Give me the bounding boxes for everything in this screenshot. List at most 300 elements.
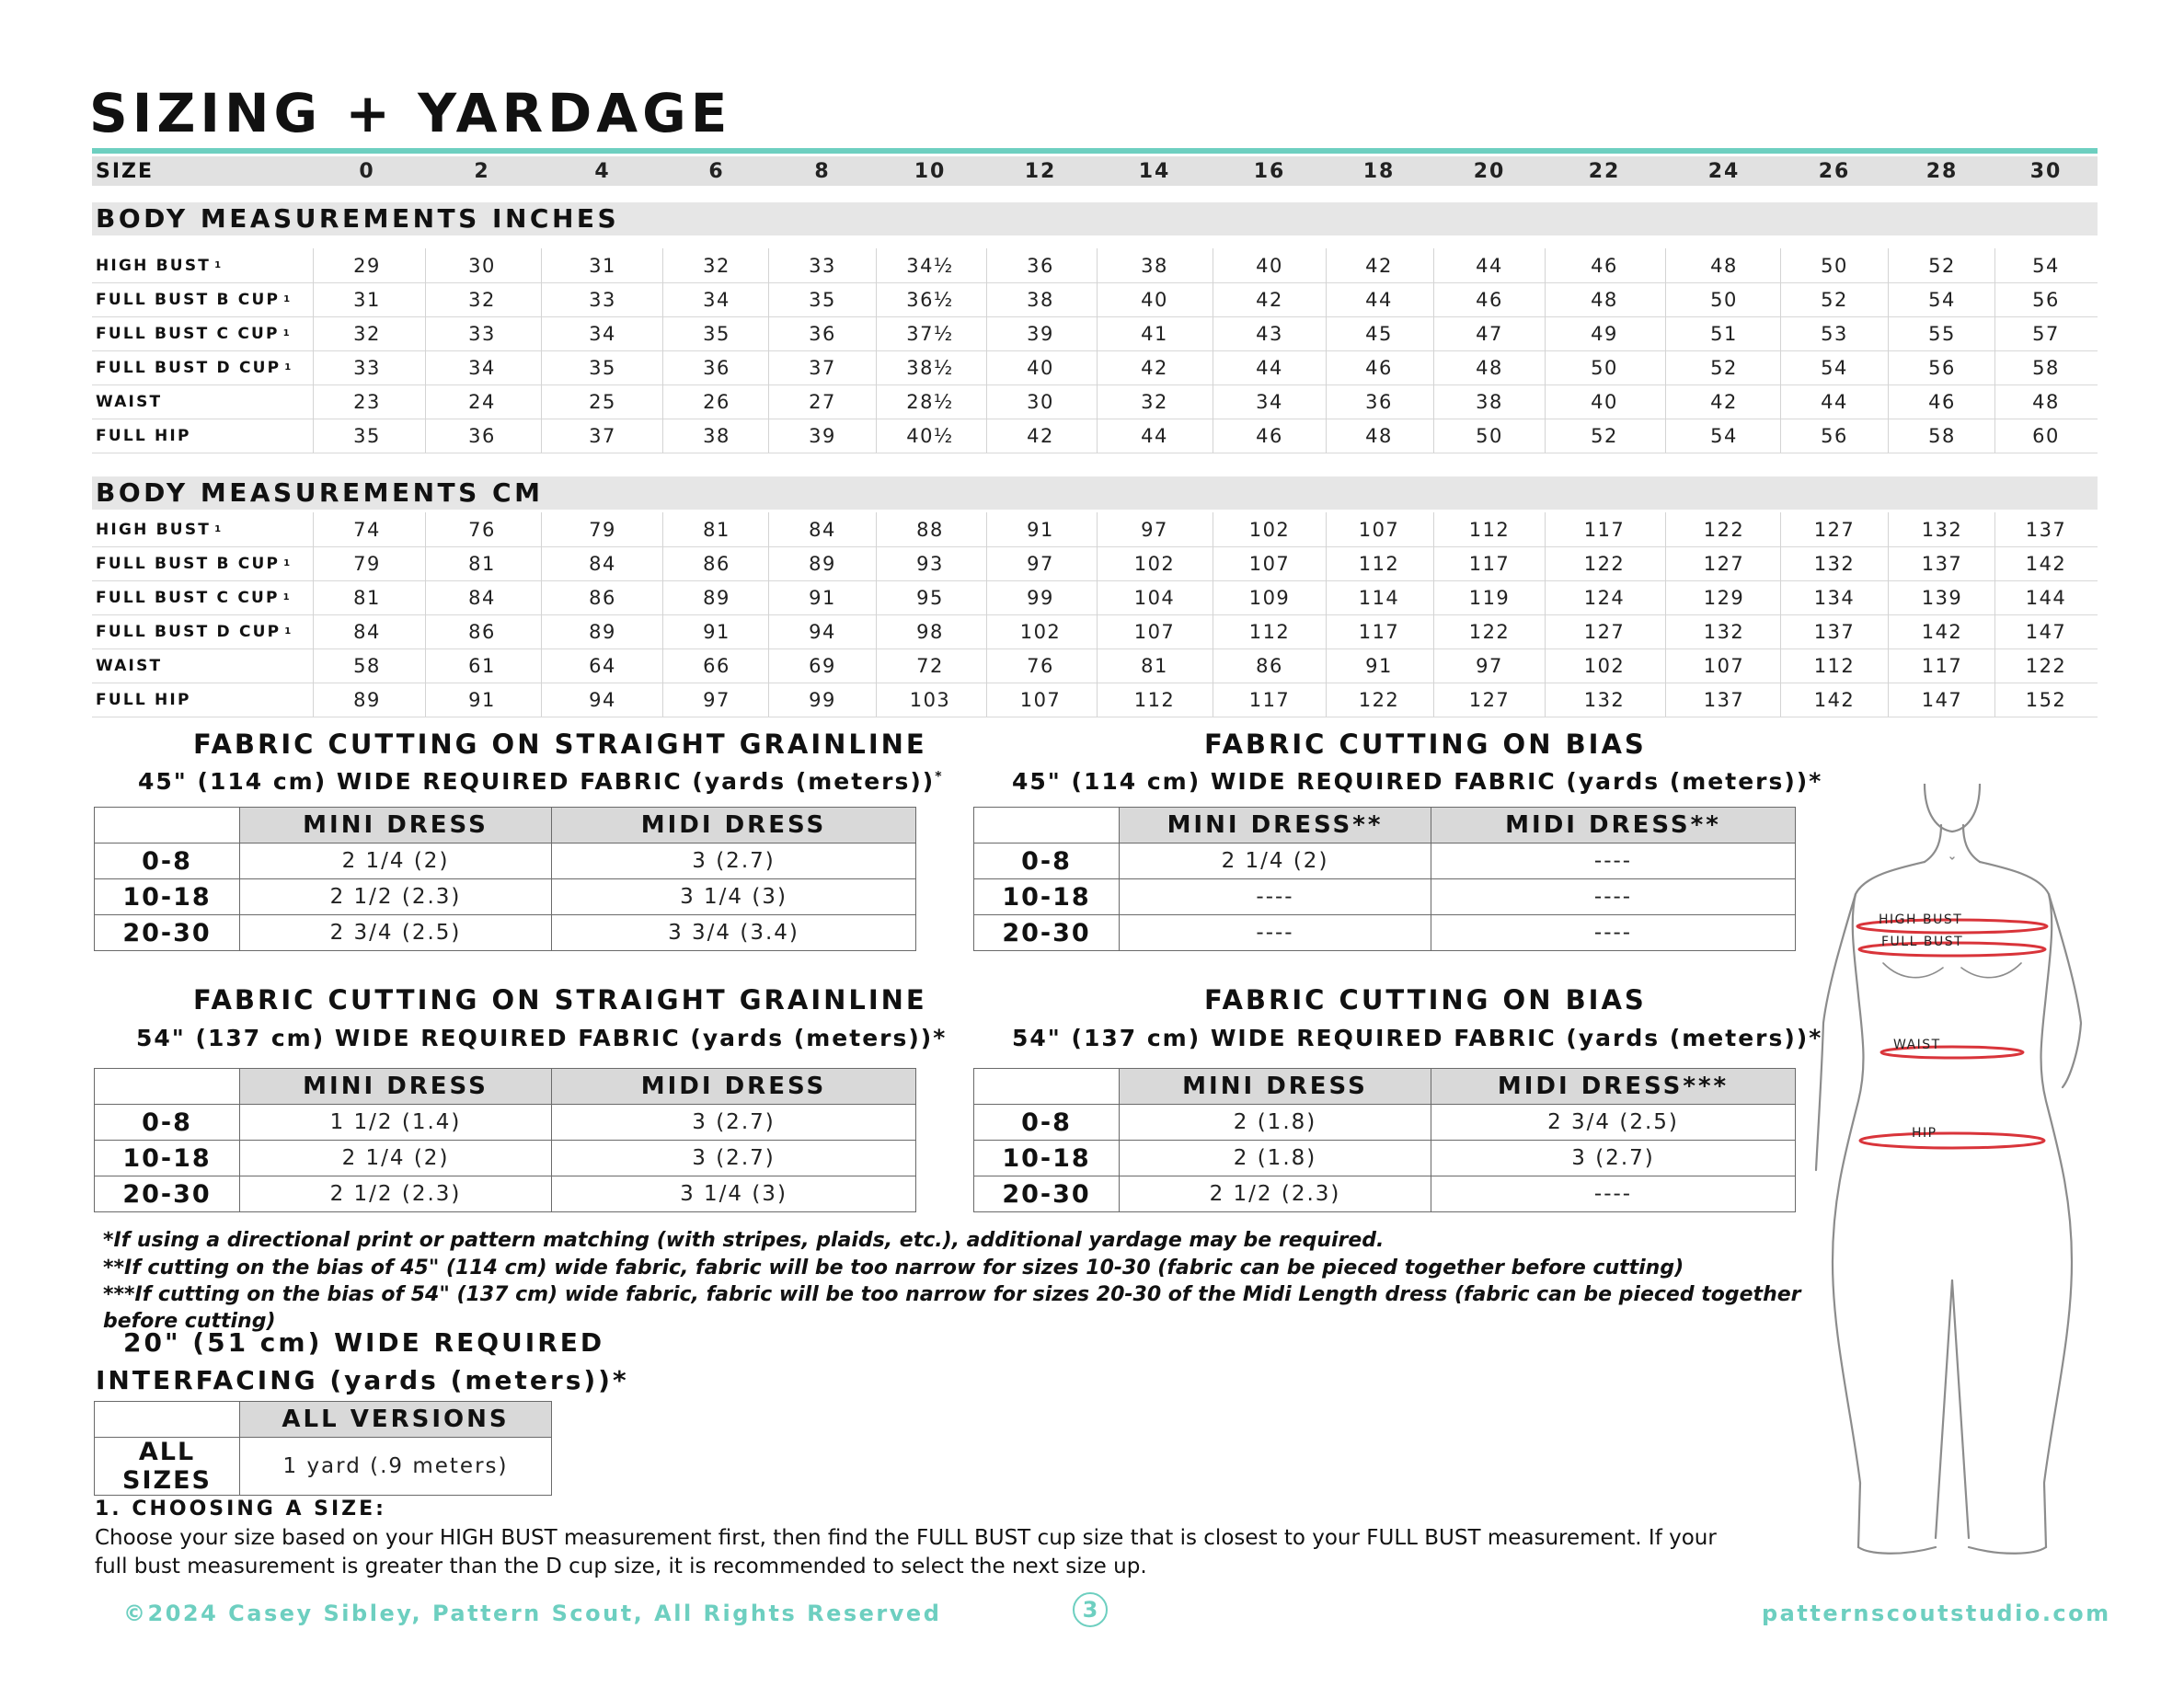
footnote-mark: 1: [214, 524, 224, 534]
fabric-yardage-table: [94, 807, 916, 951]
yardage-value: 3 1/4 (3): [552, 879, 916, 915]
inches-value-cell: 24: [468, 390, 496, 413]
fabric-yardage-table: [94, 1068, 916, 1212]
inches-value-cell: 53: [1821, 322, 1848, 345]
cm-value-cell: 81: [468, 552, 496, 575]
inches-value-cell: 31: [589, 254, 616, 277]
yardage-value: 2 3/4 (2.5): [240, 915, 552, 951]
footnote-mark: 1: [284, 626, 293, 637]
inches-value-cell: 32: [703, 254, 730, 277]
grid-line: [1433, 512, 1434, 717]
interfacing-table: [94, 1401, 552, 1496]
size-header-cell: 30: [2029, 159, 2063, 183]
cm-value-cell: 91: [1365, 654, 1393, 677]
grid-line: [986, 512, 987, 717]
inches-value-cell: 40: [1027, 356, 1054, 379]
inches-value-cell: 36: [703, 356, 730, 379]
inches-value-cell: 36: [468, 424, 496, 447]
fabric-table-heading: FABRIC CUTTING ON BIAS: [1204, 729, 1647, 760]
inches-value-cell: 54: [2032, 254, 2060, 277]
inches-heading-text: BODY MEASUREMENTS INCHES: [96, 203, 620, 234]
cm-value-cell: 134: [1813, 586, 1856, 609]
inches-value-cell: 50: [1821, 254, 1848, 277]
size-header-cell: 14: [1138, 159, 1171, 183]
cm-value-cell: 132: [1921, 518, 1963, 541]
cm-value-cell: 112: [1248, 620, 1291, 643]
figure-label-hip: HIP: [1912, 1126, 1937, 1141]
footer-website-link[interactable]: patternscoutstudio.com: [1762, 1601, 2111, 1626]
grid-line: [1888, 248, 1889, 453]
inches-value-cell: 40: [1141, 288, 1168, 311]
yardage-value: 2 (1.8): [1120, 1141, 1431, 1176]
size-range-label: 20-30: [974, 1176, 1120, 1212]
yardage-value: 2 3/4 (2.5): [1431, 1105, 1796, 1141]
note-4: before cutting): [103, 1310, 276, 1333]
yardage-value: 3 (2.7): [552, 1141, 916, 1176]
size-range-label: 0-8: [974, 1105, 1120, 1141]
grid-line: [986, 248, 987, 453]
size-header-cell: 0: [359, 159, 375, 183]
page-title: SIZING + YARDAGE: [89, 82, 732, 144]
inches-value-cell: 38: [703, 424, 730, 447]
table-row: [974, 1176, 1796, 1212]
size-range-label: 20-30: [95, 1176, 240, 1212]
cm-value-cell: 91: [703, 620, 730, 643]
cm-row: [92, 683, 2098, 717]
yardage-value: 2 1/4 (2): [1120, 844, 1431, 879]
cm-value-cell: 132: [1813, 552, 1856, 575]
yardage-value: ----: [1431, 879, 1796, 915]
fabric-table-heading: FABRIC CUTTING ON STRAIGHT GRAINLINE: [193, 729, 927, 760]
grid-line: [662, 512, 663, 717]
inches-value-cell: 46: [1591, 254, 1618, 277]
inches-row: [92, 419, 2098, 453]
yardage-value: ----: [1120, 879, 1431, 915]
yardage-value: 3 (2.7): [552, 844, 916, 879]
grid-line: [1545, 248, 1546, 453]
inches-value-cell: 30: [468, 254, 496, 277]
inches-value-cell: 48: [1710, 254, 1738, 277]
inches-value-cell: 28½: [906, 390, 954, 413]
choosing-size-title: 1. CHOOSING A SIZE:: [95, 1498, 386, 1521]
cm-value-cell: 127: [1583, 620, 1626, 643]
inches-value-cell: 29: [353, 254, 381, 277]
yardage-value: 3 (2.7): [552, 1105, 916, 1141]
column-header: MIDI DRESS: [552, 1069, 916, 1105]
inches-value-cell: 60: [2032, 424, 2060, 447]
inches-value-cell: 36½: [906, 288, 954, 311]
size-header-cell: 24: [1707, 159, 1741, 183]
cm-value-cell: 152: [2025, 688, 2067, 711]
cm-value-cell: 81: [703, 518, 730, 541]
cm-row-label: FULL BUST C CUP 1: [96, 588, 292, 607]
cm-value-cell: 103: [909, 688, 951, 711]
yardage-value: 2 1/2 (2.3): [240, 879, 552, 915]
inches-value-cell: 42: [1365, 254, 1393, 277]
size-header-cell: 2: [474, 159, 490, 183]
size-range-label: 10-18: [974, 879, 1120, 915]
size-header-cell: 18: [1362, 159, 1396, 183]
title-rule: [92, 148, 2098, 154]
inches-value-cell: 57: [2032, 322, 2060, 345]
cm-row-label: HIGH BUST 1: [96, 520, 224, 539]
cm-value-cell: 102: [1583, 654, 1626, 677]
cm-row-label: FULL BUST B CUP 1: [96, 554, 293, 573]
inches-value-cell: 37: [589, 424, 616, 447]
inches-value-cell: 37: [809, 356, 836, 379]
cm-value-cell: 84: [589, 552, 616, 575]
row-label: ALL SIZES: [95, 1438, 240, 1496]
inches-value-cell: 54: [1928, 288, 1956, 311]
fabric-table-subheading: 45" (114 cm) WIDE REQUIRED FABRIC (yards (meters))*: [1012, 768, 1823, 795]
inches-value-cell: 58: [1928, 424, 1956, 447]
inches-row-label: FULL BUST D CUP 1: [96, 358, 293, 377]
inches-row: [92, 316, 2098, 351]
yardage-value: ----: [1120, 915, 1431, 951]
note-1: *If using a directional print or pattern matching (with stripes, plaids, etc.), additional yardage may be required.: [103, 1229, 1385, 1252]
yardage-value: 2 (1.8): [1120, 1105, 1431, 1141]
blank-corner: [95, 1402, 240, 1438]
size-header-label: SIZE: [96, 159, 155, 183]
footer-copyright: ©2024 Casey Sibley, Pattern Scout, All Rights Reserved: [123, 1601, 942, 1626]
table-row: [974, 915, 1796, 951]
cm-value-cell: 132: [1583, 688, 1626, 711]
inches-value-cell: 32: [468, 288, 496, 311]
footnote-mark: *: [935, 769, 944, 785]
grid-line: [313, 512, 314, 717]
grid-line: [1780, 248, 1781, 453]
page-number: 3: [1073, 1592, 1108, 1627]
column-header: MINI DRESS**: [1120, 808, 1431, 844]
inches-value-cell: 55: [1928, 322, 1956, 345]
size-range-label: 0-8: [95, 1105, 240, 1141]
inches-value-cell: 48: [2032, 390, 2060, 413]
table-row: [95, 1105, 916, 1141]
cm-value-cell: 97: [1476, 654, 1503, 677]
cm-value-cell: 112: [1468, 518, 1511, 541]
inches-row-label: FULL HIP: [96, 426, 191, 445]
grid-line: [876, 512, 877, 717]
inches-value-cell: 40½: [906, 424, 954, 447]
inches-value-cell: 32: [1141, 390, 1168, 413]
note-3: ***If cutting on the bias of 54" (137 cm) wide fabric, fabric will be too narrow for sizes 20-30 of the Midi Length dress (fabric can be pieced together: [103, 1283, 1801, 1306]
cm-value-cell: 97: [1141, 518, 1168, 541]
cm-value-cell: 142: [1921, 620, 1963, 643]
grid-line: [768, 512, 769, 717]
footnote-mark: 1: [284, 362, 293, 373]
inches-value-cell: 58: [2032, 356, 2060, 379]
interfacing-value: 1 yard (.9 meters): [240, 1438, 552, 1496]
cm-value-cell: 107: [1248, 552, 1291, 575]
cm-value-cell: 89: [589, 620, 616, 643]
inches-value-cell: 33: [353, 356, 381, 379]
size-header-cell: 16: [1253, 159, 1286, 183]
interfacing-heading-2: INTERFACING (yards (meters))*: [96, 1365, 629, 1395]
inches-value-cell: 35: [703, 322, 730, 345]
figure-label-waist: WAIST: [1893, 1038, 1941, 1052]
grid-line: [1780, 512, 1781, 717]
inches-value-cell: 42: [1027, 424, 1054, 447]
yardage-value: 3 1/4 (3): [552, 1176, 916, 1212]
inches-value-cell: 46: [1476, 288, 1503, 311]
cm-value-cell: 117: [1468, 552, 1511, 575]
inches-value-cell: 44: [1365, 288, 1393, 311]
cm-value-cell: 86: [589, 586, 616, 609]
inches-value-cell: 48: [1365, 424, 1393, 447]
grid-line: [425, 512, 426, 717]
footnote-mark: 1: [283, 294, 293, 304]
yardage-value: ----: [1431, 1176, 1796, 1212]
yardage-value: 3 3/4 (3.4): [552, 915, 916, 951]
inches-value-cell: 46: [1256, 424, 1283, 447]
inches-value-cell: 50: [1476, 424, 1503, 447]
inches-value-cell: 32: [353, 322, 381, 345]
footnote-mark: 1: [282, 592, 292, 602]
blank-corner: [974, 808, 1120, 844]
inches-value-cell: 34: [468, 356, 496, 379]
inches-value-cell: 27: [809, 390, 836, 413]
cm-value-cell: 84: [353, 620, 381, 643]
cm-value-cell: 139: [1921, 586, 1963, 609]
yardage-value: 2 1/2 (2.3): [1120, 1176, 1431, 1212]
cm-value-cell: 84: [809, 518, 836, 541]
inches-value-cell: 26: [703, 390, 730, 413]
inches-row: [92, 282, 2098, 317]
size-range-label: 10-18: [974, 1141, 1120, 1176]
figure-label-full-bust: FULL BUST: [1881, 935, 1964, 949]
grid-line: [1994, 512, 1995, 717]
grid-line: [1097, 512, 1098, 717]
inches-value-cell: 42: [1141, 356, 1168, 379]
cm-value-cell: 95: [916, 586, 944, 609]
table-row: [974, 844, 1796, 879]
cm-value-cell: 147: [1921, 688, 1963, 711]
footnote-mark: 1: [283, 558, 293, 568]
inches-value-cell: 44: [1256, 356, 1283, 379]
cm-value-cell: 81: [1141, 654, 1168, 677]
cm-value-cell: 93: [916, 552, 944, 575]
size-range-label: 20-30: [974, 915, 1120, 951]
column-header: MIDI DRESS**: [1431, 808, 1796, 844]
inches-value-cell: 39: [809, 424, 836, 447]
cm-value-cell: 102: [1019, 620, 1062, 643]
inches-value-cell: 40: [1591, 390, 1618, 413]
cm-value-cell: 66: [703, 654, 730, 677]
cm-value-cell: 132: [1703, 620, 1745, 643]
inches-value-cell: 41: [1141, 322, 1168, 345]
grid-line: [1097, 248, 1098, 453]
size-header-cell: 8: [814, 159, 831, 183]
cm-value-cell: 97: [1027, 552, 1054, 575]
cm-value-cell: 89: [809, 552, 836, 575]
inches-row-label: WAIST: [96, 392, 163, 411]
size-header-cell: 28: [1925, 159, 1959, 183]
inches-value-cell: 40: [1256, 254, 1283, 277]
inches-value-cell: 54: [1821, 356, 1848, 379]
grid-line: [541, 512, 542, 717]
cm-value-cell: 137: [1703, 688, 1745, 711]
cm-value-cell: 64: [589, 654, 616, 677]
inches-value-cell: 25: [589, 390, 616, 413]
fabric-table-heading: FABRIC CUTTING ON STRAIGHT GRAINLINE: [193, 984, 927, 1016]
column-header: ALL VERSIONS: [240, 1402, 552, 1438]
table-row: [95, 844, 916, 879]
cm-value-cell: 129: [1703, 586, 1745, 609]
grid-line: [1665, 512, 1666, 717]
cm-value-cell: 114: [1358, 586, 1400, 609]
size-header-cell: 22: [1588, 159, 1621, 183]
column-header: MINI DRESS: [1120, 1069, 1431, 1105]
inches-value-cell: 38½: [906, 356, 954, 379]
inches-value-cell: 43: [1256, 322, 1283, 345]
blank-corner: [974, 1069, 1120, 1105]
figure-label-high-bust: HIGH BUST: [1879, 912, 1963, 927]
cm-value-cell: 122: [1703, 518, 1745, 541]
cm-row-label: FULL HIP: [96, 690, 191, 709]
inches-value-cell: 50: [1710, 288, 1738, 311]
body-measurement-figure: [1814, 784, 2118, 1566]
inches-value-cell: 44: [1821, 390, 1848, 413]
fabric-yardage-table: [973, 1068, 1796, 1212]
inches-value-cell: 45: [1365, 322, 1393, 345]
grid-line: [313, 248, 314, 453]
cm-value-cell: 147: [2025, 620, 2067, 643]
inches-value-cell: 44: [1476, 254, 1503, 277]
inches-value-cell: 34: [1256, 390, 1283, 413]
inches-value-cell: 34: [703, 288, 730, 311]
cm-value-cell: 84: [468, 586, 496, 609]
inches-row-label: FULL BUST C CUP 1: [96, 324, 292, 343]
cm-row: [92, 580, 2098, 615]
cm-value-cell: 76: [1027, 654, 1054, 677]
cm-value-cell: 122: [1468, 620, 1511, 643]
note-2: **If cutting on the bias of 45" (114 cm) wide fabric, fabric will be too narrow for sizes 10-30 (fabric can be pieced together before cutting): [103, 1257, 1684, 1280]
size-range-label: 0-8: [95, 844, 240, 879]
grid-line: [425, 248, 426, 453]
cm-value-cell: 124: [1583, 586, 1626, 609]
inches-value-cell: 44: [1141, 424, 1168, 447]
cm-row: [92, 648, 2098, 683]
cm-value-cell: 107: [1133, 620, 1176, 643]
fabric-table-subheading: 54" (137 cm) WIDE REQUIRED FABRIC (yards (meters))*: [136, 1025, 948, 1051]
grid-line: [876, 248, 877, 453]
table-row: [95, 879, 916, 915]
inches-value-cell: 30: [1027, 390, 1054, 413]
inches-value-cell: 37½: [906, 322, 954, 345]
inches-value-cell: 52: [1710, 356, 1738, 379]
inches-row: [92, 248, 2098, 283]
cm-value-cell: 81: [353, 586, 381, 609]
blank-corner: [95, 808, 240, 844]
inches-value-cell: 56: [1928, 356, 1956, 379]
inches-value-cell: 38: [1141, 254, 1168, 277]
cm-value-cell: 109: [1248, 586, 1291, 609]
inches-value-cell: 36: [809, 322, 836, 345]
size-header-cell: 4: [594, 159, 611, 183]
inches-value-cell: 56: [1821, 424, 1848, 447]
inches-value-cell: 33: [589, 288, 616, 311]
inches-value-cell: 48: [1591, 288, 1618, 311]
cm-value-cell: 91: [1027, 518, 1054, 541]
cm-value-cell: 76: [468, 518, 496, 541]
cm-value-cell: 89: [353, 688, 381, 711]
inches-value-cell: 35: [809, 288, 836, 311]
inches-value-cell: 49: [1591, 322, 1618, 345]
grid-line: [1326, 512, 1327, 717]
cm-value-cell: 98: [916, 620, 944, 643]
fabric-table-heading: FABRIC CUTTING ON BIAS: [1204, 984, 1647, 1016]
yardage-value: 2 1/4 (2): [240, 844, 552, 879]
size-header-cell: 12: [1024, 159, 1057, 183]
cm-value-cell: 86: [703, 552, 730, 575]
cm-value-cell: 117: [1583, 518, 1626, 541]
inches-value-cell: 52: [1928, 254, 1956, 277]
inches-value-cell: 31: [353, 288, 381, 311]
cm-value-cell: 122: [1583, 552, 1626, 575]
cm-value-cell: 117: [1248, 688, 1291, 711]
cm-row-label: WAIST: [96, 656, 163, 675]
grid-line: [541, 248, 542, 453]
cm-value-cell: 79: [353, 552, 381, 575]
inches-value-cell: 35: [353, 424, 381, 447]
inches-value-cell: 56: [2032, 288, 2060, 311]
inches-value-cell: 52: [1591, 424, 1618, 447]
cm-row: [92, 512, 2098, 547]
table-row: [974, 879, 1796, 915]
inches-section-heading: [92, 202, 2098, 235]
table-row: [95, 1141, 916, 1176]
cm-value-cell: 144: [2025, 586, 2067, 609]
inches-value-cell: 51: [1710, 322, 1738, 345]
cm-value-cell: 107: [1019, 688, 1062, 711]
fabric-table-subheading: 54" (137 cm) WIDE REQUIRED FABRIC (yards (meters))*: [1012, 1025, 1823, 1051]
inches-value-cell: 38: [1476, 390, 1503, 413]
table-row: [95, 915, 916, 951]
cm-value-cell: 104: [1133, 586, 1176, 609]
cm-value-cell: 122: [2025, 654, 2067, 677]
size-range-label: 10-18: [95, 879, 240, 915]
cm-value-cell: 137: [1921, 552, 1963, 575]
cm-value-cell: 99: [809, 688, 836, 711]
inches-value-cell: 54: [1710, 424, 1738, 447]
inches-value-cell: 34: [589, 322, 616, 345]
column-header: MIDI DRESS***: [1431, 1069, 1796, 1105]
table-row: [974, 1141, 1796, 1176]
grid-line: [1433, 248, 1434, 453]
grid-line: [1665, 248, 1666, 453]
size-range-label: 0-8: [974, 844, 1120, 879]
blank-corner: [95, 1069, 240, 1105]
column-header: MIDI DRESS: [552, 808, 916, 844]
cm-value-cell: 107: [1358, 518, 1400, 541]
cm-value-cell: 86: [1256, 654, 1283, 677]
cm-value-cell: 97: [703, 688, 730, 711]
cm-value-cell: 142: [1813, 688, 1856, 711]
footnote-mark: 1: [282, 328, 292, 339]
cm-value-cell: 137: [2025, 518, 2067, 541]
inches-value-cell: 46: [1928, 390, 1956, 413]
size-header-cell: 10: [914, 159, 947, 183]
cm-value-cell: 117: [1358, 620, 1400, 643]
yardage-value: 2 1/2 (2.3): [240, 1176, 552, 1212]
inches-row: [92, 350, 2098, 385]
cm-value-cell: 91: [468, 688, 496, 711]
cm-value-cell: 112: [1133, 688, 1176, 711]
cm-value-cell: 69: [809, 654, 836, 677]
cm-value-cell: 61: [468, 654, 496, 677]
inches-value-cell: 34½: [906, 254, 954, 277]
cm-value-cell: 142: [2025, 552, 2067, 575]
